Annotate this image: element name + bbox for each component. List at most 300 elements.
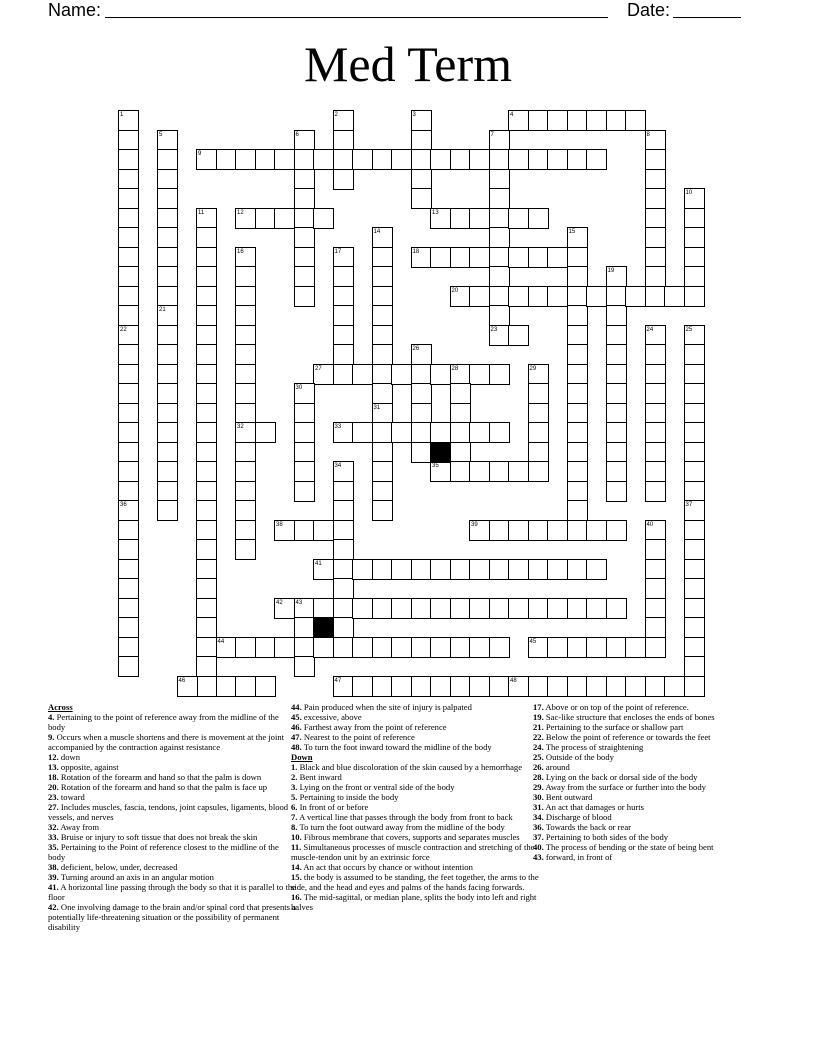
grid-cell[interactable] bbox=[372, 227, 393, 248]
grid-cell[interactable] bbox=[528, 364, 549, 385]
grid-cell[interactable] bbox=[372, 637, 393, 658]
grid-cell[interactable] bbox=[411, 637, 432, 658]
grid-cell[interactable] bbox=[489, 305, 510, 326]
grid-cell[interactable] bbox=[489, 149, 510, 170]
grid-cell[interactable] bbox=[118, 130, 139, 151]
grid-cell[interactable] bbox=[430, 364, 451, 385]
grid-cell[interactable] bbox=[196, 149, 217, 170]
grid-cell[interactable] bbox=[684, 520, 705, 541]
grid-cell[interactable] bbox=[547, 110, 568, 131]
grid-cell[interactable] bbox=[567, 481, 588, 502]
grid-cell[interactable] bbox=[567, 227, 588, 248]
grid-cell[interactable] bbox=[645, 208, 666, 229]
grid-cell[interactable] bbox=[411, 559, 432, 580]
grid-cell[interactable] bbox=[372, 286, 393, 307]
grid-cell[interactable] bbox=[489, 286, 510, 307]
grid-cell[interactable] bbox=[294, 149, 315, 170]
grid-cell[interactable] bbox=[430, 676, 451, 697]
grid-cell[interactable] bbox=[372, 325, 393, 346]
grid-cell[interactable] bbox=[313, 559, 334, 580]
grid-cell[interactable] bbox=[157, 305, 178, 326]
grid-cell[interactable] bbox=[411, 188, 432, 209]
grid-cell[interactable] bbox=[684, 676, 705, 697]
grid-cell[interactable] bbox=[118, 637, 139, 658]
grid-cell[interactable] bbox=[118, 188, 139, 209]
grid-cell[interactable] bbox=[450, 247, 471, 268]
grid-cell[interactable] bbox=[352, 676, 373, 697]
grid-cell[interactable] bbox=[196, 481, 217, 502]
grid-cell[interactable] bbox=[567, 383, 588, 404]
grid-cell[interactable] bbox=[235, 539, 256, 560]
grid-cell[interactable] bbox=[606, 520, 627, 541]
grid-cell[interactable] bbox=[352, 559, 373, 580]
grid-cell[interactable] bbox=[489, 364, 510, 385]
grid-cell[interactable] bbox=[684, 188, 705, 209]
grid-cell[interactable] bbox=[196, 578, 217, 599]
grid-cell[interactable] bbox=[606, 461, 627, 482]
grid-cell[interactable] bbox=[118, 110, 139, 131]
grid-cell[interactable] bbox=[196, 442, 217, 463]
grid-cell[interactable] bbox=[157, 227, 178, 248]
grid-cell[interactable] bbox=[313, 149, 334, 170]
grid-cell[interactable] bbox=[684, 500, 705, 521]
grid-cell[interactable] bbox=[645, 364, 666, 385]
grid-cell[interactable] bbox=[450, 403, 471, 424]
grid-cell[interactable] bbox=[157, 130, 178, 151]
grid-cell[interactable] bbox=[196, 500, 217, 521]
grid-cell[interactable] bbox=[469, 598, 490, 619]
grid-cell[interactable] bbox=[118, 656, 139, 677]
grid-cell[interactable] bbox=[157, 500, 178, 521]
grid-cell[interactable] bbox=[352, 364, 373, 385]
grid-cell[interactable] bbox=[684, 403, 705, 424]
grid-cell[interactable] bbox=[586, 110, 607, 131]
grid-cell[interactable] bbox=[684, 286, 705, 307]
grid-cell[interactable] bbox=[606, 325, 627, 346]
grid-cell[interactable] bbox=[313, 598, 334, 619]
grid-cell[interactable] bbox=[469, 149, 490, 170]
grid-cell[interactable] bbox=[430, 247, 451, 268]
grid-cell[interactable] bbox=[235, 266, 256, 287]
grid-cell[interactable] bbox=[118, 403, 139, 424]
grid-cell[interactable] bbox=[469, 286, 490, 307]
grid-cell[interactable] bbox=[411, 422, 432, 443]
grid-cell[interactable] bbox=[255, 149, 276, 170]
grid-cell[interactable] bbox=[196, 520, 217, 541]
grid-cell[interactable] bbox=[645, 481, 666, 502]
grid-cell[interactable] bbox=[372, 364, 393, 385]
grid-cell[interactable] bbox=[547, 520, 568, 541]
grid-cell[interactable] bbox=[333, 461, 354, 482]
grid-cell[interactable] bbox=[489, 169, 510, 190]
grid-cell[interactable] bbox=[625, 637, 646, 658]
grid-cell[interactable] bbox=[645, 325, 666, 346]
grid-cell[interactable] bbox=[274, 520, 295, 541]
grid-cell[interactable] bbox=[508, 461, 529, 482]
grid-cell[interactable] bbox=[294, 208, 315, 229]
grid-cell[interactable] bbox=[391, 559, 412, 580]
grid-cell[interactable] bbox=[177, 676, 198, 697]
grid-cell[interactable] bbox=[235, 364, 256, 385]
grid-cell[interactable] bbox=[489, 559, 510, 580]
grid-cell[interactable] bbox=[489, 637, 510, 658]
grid-cell[interactable] bbox=[235, 442, 256, 463]
grid-cell[interactable] bbox=[196, 676, 217, 697]
grid-cell[interactable] bbox=[118, 598, 139, 619]
grid-cell[interactable] bbox=[333, 598, 354, 619]
grid-cell[interactable] bbox=[586, 559, 607, 580]
grid-cell[interactable] bbox=[508, 149, 529, 170]
grid-cell[interactable] bbox=[411, 169, 432, 190]
grid-cell[interactable] bbox=[567, 598, 588, 619]
grid-cell[interactable] bbox=[606, 481, 627, 502]
grid-cell[interactable] bbox=[645, 559, 666, 580]
grid-cell[interactable] bbox=[235, 403, 256, 424]
grid-cell[interactable] bbox=[547, 286, 568, 307]
grid-cell[interactable] bbox=[372, 149, 393, 170]
grid-cell[interactable] bbox=[625, 286, 646, 307]
grid-cell[interactable] bbox=[645, 188, 666, 209]
grid-cell[interactable] bbox=[606, 364, 627, 385]
grid-cell[interactable] bbox=[684, 422, 705, 443]
grid-cell[interactable] bbox=[333, 344, 354, 365]
grid-cell[interactable] bbox=[333, 247, 354, 268]
grid-cell[interactable] bbox=[294, 520, 315, 541]
grid-cell[interactable] bbox=[294, 169, 315, 190]
grid-cell[interactable] bbox=[528, 637, 549, 658]
grid-cell[interactable] bbox=[645, 130, 666, 151]
grid-cell[interactable] bbox=[567, 676, 588, 697]
grid-cell[interactable] bbox=[567, 247, 588, 268]
grid-cell[interactable] bbox=[547, 149, 568, 170]
grid-cell[interactable] bbox=[645, 442, 666, 463]
grid-cell[interactable] bbox=[255, 637, 276, 658]
grid-cell[interactable] bbox=[196, 403, 217, 424]
grid-cell[interactable] bbox=[333, 325, 354, 346]
grid-cell[interactable] bbox=[235, 208, 256, 229]
grid-cell[interactable] bbox=[313, 208, 334, 229]
grid-cell[interactable] bbox=[684, 383, 705, 404]
grid-cell[interactable] bbox=[157, 403, 178, 424]
grid-cell[interactable] bbox=[391, 364, 412, 385]
grid-cell[interactable] bbox=[411, 442, 432, 463]
grid-cell[interactable] bbox=[118, 578, 139, 599]
grid-cell[interactable] bbox=[684, 481, 705, 502]
grid-cell[interactable] bbox=[216, 149, 237, 170]
grid-cell[interactable] bbox=[118, 227, 139, 248]
grid-cell[interactable] bbox=[294, 227, 315, 248]
grid-cell[interactable] bbox=[196, 227, 217, 248]
grid-cell[interactable] bbox=[450, 364, 471, 385]
grid-cell[interactable] bbox=[411, 598, 432, 619]
grid-cell[interactable] bbox=[606, 422, 627, 443]
grid-cell[interactable] bbox=[606, 266, 627, 287]
grid-cell[interactable] bbox=[430, 637, 451, 658]
grid-cell[interactable] bbox=[567, 637, 588, 658]
grid-cell[interactable] bbox=[684, 364, 705, 385]
grid-cell[interactable] bbox=[547, 247, 568, 268]
grid-cell[interactable] bbox=[567, 461, 588, 482]
grid-cell[interactable] bbox=[567, 286, 588, 307]
grid-cell[interactable] bbox=[528, 422, 549, 443]
grid-cell[interactable] bbox=[645, 637, 666, 658]
grid-cell[interactable] bbox=[528, 461, 549, 482]
grid-cell[interactable] bbox=[118, 559, 139, 580]
grid-cell[interactable] bbox=[157, 325, 178, 346]
grid-cell[interactable] bbox=[586, 286, 607, 307]
grid-cell[interactable] bbox=[118, 500, 139, 521]
grid-cell[interactable] bbox=[411, 247, 432, 268]
grid-cell[interactable] bbox=[216, 637, 237, 658]
grid-cell[interactable] bbox=[645, 169, 666, 190]
grid-cell[interactable] bbox=[196, 598, 217, 619]
grid-cell[interactable] bbox=[489, 676, 510, 697]
grid-cell[interactable] bbox=[489, 208, 510, 229]
grid-cell[interactable] bbox=[528, 208, 549, 229]
grid-cell[interactable] bbox=[450, 422, 471, 443]
grid-cell[interactable] bbox=[645, 617, 666, 638]
grid-cell[interactable] bbox=[430, 149, 451, 170]
grid-cell[interactable] bbox=[333, 539, 354, 560]
grid-cell[interactable] bbox=[333, 617, 354, 638]
grid-cell[interactable] bbox=[391, 637, 412, 658]
grid-cell[interactable] bbox=[586, 598, 607, 619]
grid-cell[interactable] bbox=[684, 325, 705, 346]
grid-cell[interactable] bbox=[333, 500, 354, 521]
grid-cell[interactable] bbox=[684, 598, 705, 619]
grid-cell[interactable] bbox=[235, 637, 256, 658]
grid-cell[interactable] bbox=[567, 266, 588, 287]
grid-cell[interactable] bbox=[372, 598, 393, 619]
grid-cell[interactable] bbox=[372, 559, 393, 580]
grid-cell[interactable] bbox=[645, 578, 666, 599]
grid-cell[interactable] bbox=[333, 637, 354, 658]
grid-cell[interactable] bbox=[118, 539, 139, 560]
grid-cell[interactable] bbox=[118, 383, 139, 404]
grid-cell[interactable] bbox=[684, 656, 705, 677]
grid-cell[interactable] bbox=[333, 364, 354, 385]
grid-cell[interactable] bbox=[157, 422, 178, 443]
grid-cell[interactable] bbox=[586, 676, 607, 697]
grid-cell[interactable] bbox=[508, 598, 529, 619]
grid-cell[interactable] bbox=[352, 422, 373, 443]
grid-cell[interactable] bbox=[235, 325, 256, 346]
grid-cell[interactable] bbox=[372, 422, 393, 443]
grid-cell[interactable] bbox=[333, 578, 354, 599]
grid-cell[interactable] bbox=[528, 403, 549, 424]
grid-cell[interactable] bbox=[567, 110, 588, 131]
grid-cell[interactable] bbox=[664, 286, 685, 307]
grid-cell[interactable] bbox=[196, 539, 217, 560]
grid-cell[interactable] bbox=[294, 481, 315, 502]
grid-cell[interactable] bbox=[645, 461, 666, 482]
grid-cell[interactable] bbox=[469, 520, 490, 541]
grid-cell[interactable] bbox=[645, 344, 666, 365]
grid-cell[interactable] bbox=[118, 305, 139, 326]
grid-cell[interactable] bbox=[528, 676, 549, 697]
grid-cell[interactable] bbox=[645, 676, 666, 697]
grid-cell[interactable] bbox=[391, 598, 412, 619]
grid-cell[interactable] bbox=[684, 227, 705, 248]
grid-cell[interactable] bbox=[274, 637, 295, 658]
grid-cell[interactable] bbox=[118, 325, 139, 346]
grid-cell[interactable] bbox=[294, 188, 315, 209]
grid-cell[interactable] bbox=[333, 266, 354, 287]
grid-cell[interactable] bbox=[508, 676, 529, 697]
grid-cell[interactable] bbox=[118, 364, 139, 385]
grid-cell[interactable] bbox=[645, 403, 666, 424]
grid-cell[interactable] bbox=[294, 383, 315, 404]
grid-cell[interactable] bbox=[411, 403, 432, 424]
grid-cell[interactable] bbox=[333, 130, 354, 151]
grid-cell[interactable] bbox=[411, 364, 432, 385]
grid-cell[interactable] bbox=[352, 598, 373, 619]
grid-cell[interactable] bbox=[118, 617, 139, 638]
grid-cell[interactable] bbox=[528, 442, 549, 463]
grid-cell[interactable] bbox=[489, 461, 510, 482]
grid-cell[interactable] bbox=[586, 149, 607, 170]
grid-cell[interactable] bbox=[333, 305, 354, 326]
grid-cell[interactable] bbox=[450, 598, 471, 619]
grid-cell[interactable] bbox=[333, 520, 354, 541]
grid-cell[interactable] bbox=[508, 520, 529, 541]
grid-cell[interactable] bbox=[645, 227, 666, 248]
grid-cell[interactable] bbox=[157, 266, 178, 287]
grid-cell[interactable] bbox=[528, 520, 549, 541]
grid-cell[interactable] bbox=[645, 247, 666, 268]
grid-cell[interactable] bbox=[118, 286, 139, 307]
grid-cell[interactable] bbox=[411, 383, 432, 404]
grid-cell[interactable] bbox=[489, 325, 510, 346]
grid-cell[interactable] bbox=[411, 130, 432, 151]
grid-cell[interactable] bbox=[684, 247, 705, 268]
grid-cell[interactable] bbox=[157, 481, 178, 502]
grid-cell[interactable] bbox=[196, 266, 217, 287]
grid-cell[interactable] bbox=[450, 461, 471, 482]
grid-cell[interactable] bbox=[625, 110, 646, 131]
grid-cell[interactable] bbox=[352, 637, 373, 658]
grid-cell[interactable] bbox=[372, 305, 393, 326]
grid-cell[interactable] bbox=[430, 598, 451, 619]
grid-cell[interactable] bbox=[684, 578, 705, 599]
grid-cell[interactable] bbox=[118, 461, 139, 482]
grid-cell[interactable] bbox=[235, 383, 256, 404]
grid-cell[interactable] bbox=[157, 442, 178, 463]
grid-cell[interactable] bbox=[372, 383, 393, 404]
grid-cell[interactable] bbox=[118, 208, 139, 229]
grid-cell[interactable] bbox=[294, 266, 315, 287]
grid-cell[interactable] bbox=[157, 149, 178, 170]
grid-cell[interactable] bbox=[684, 461, 705, 482]
grid-cell[interactable] bbox=[157, 461, 178, 482]
grid-cell[interactable] bbox=[196, 617, 217, 638]
grid-cell[interactable] bbox=[372, 344, 393, 365]
grid-cell[interactable] bbox=[450, 559, 471, 580]
grid-cell[interactable] bbox=[313, 637, 334, 658]
grid-cell[interactable] bbox=[391, 149, 412, 170]
grid-cell[interactable] bbox=[157, 344, 178, 365]
grid-cell[interactable] bbox=[567, 305, 588, 326]
grid-cell[interactable] bbox=[118, 520, 139, 541]
grid-cell[interactable] bbox=[196, 325, 217, 346]
grid-cell[interactable] bbox=[450, 442, 471, 463]
grid-cell[interactable] bbox=[489, 188, 510, 209]
grid-cell[interactable] bbox=[469, 637, 490, 658]
grid-cell[interactable] bbox=[118, 169, 139, 190]
grid-cell[interactable] bbox=[372, 403, 393, 424]
grid-cell[interactable] bbox=[489, 598, 510, 619]
grid-cell[interactable] bbox=[567, 442, 588, 463]
grid-cell[interactable] bbox=[411, 110, 432, 131]
grid-cell[interactable] bbox=[333, 169, 354, 190]
grid-cell[interactable] bbox=[313, 520, 334, 541]
grid-cell[interactable] bbox=[684, 208, 705, 229]
grid-cell[interactable] bbox=[235, 676, 256, 697]
grid-cell[interactable] bbox=[645, 422, 666, 443]
grid-cell[interactable] bbox=[684, 266, 705, 287]
grid-cell[interactable] bbox=[489, 422, 510, 443]
grid-cell[interactable] bbox=[664, 676, 685, 697]
grid-cell[interactable] bbox=[469, 208, 490, 229]
grid-cell[interactable] bbox=[333, 481, 354, 502]
grid-cell[interactable] bbox=[118, 422, 139, 443]
grid-cell[interactable] bbox=[157, 364, 178, 385]
grid-cell[interactable] bbox=[196, 461, 217, 482]
grid-cell[interactable] bbox=[528, 247, 549, 268]
grid-cell[interactable] bbox=[157, 169, 178, 190]
grid-cell[interactable] bbox=[372, 500, 393, 521]
grid-cell[interactable] bbox=[528, 149, 549, 170]
grid-cell[interactable] bbox=[294, 403, 315, 424]
grid-cell[interactable] bbox=[118, 442, 139, 463]
grid-cell[interactable] bbox=[606, 383, 627, 404]
grid-cell[interactable] bbox=[411, 149, 432, 170]
grid-cell[interactable] bbox=[528, 598, 549, 619]
grid-cell[interactable] bbox=[157, 208, 178, 229]
grid-cell[interactable] bbox=[450, 286, 471, 307]
grid-cell[interactable] bbox=[294, 637, 315, 658]
grid-cell[interactable] bbox=[411, 344, 432, 365]
grid-cell[interactable] bbox=[450, 676, 471, 697]
grid-cell[interactable] bbox=[235, 422, 256, 443]
grid-cell[interactable] bbox=[411, 676, 432, 697]
grid-cell[interactable] bbox=[294, 422, 315, 443]
grid-cell[interactable] bbox=[645, 149, 666, 170]
grid-cell[interactable] bbox=[450, 149, 471, 170]
grid-cell[interactable] bbox=[606, 442, 627, 463]
grid-cell[interactable] bbox=[196, 286, 217, 307]
grid-cell[interactable] bbox=[489, 520, 510, 541]
grid-cell[interactable] bbox=[235, 149, 256, 170]
grid-cell[interactable] bbox=[294, 442, 315, 463]
grid-cell[interactable] bbox=[469, 461, 490, 482]
grid-cell[interactable] bbox=[235, 305, 256, 326]
grid-cell[interactable] bbox=[235, 520, 256, 541]
grid-cell[interactable] bbox=[430, 208, 451, 229]
grid-cell[interactable] bbox=[684, 559, 705, 580]
grid-cell[interactable] bbox=[450, 208, 471, 229]
grid-cell[interactable] bbox=[606, 403, 627, 424]
grid-cell[interactable] bbox=[606, 637, 627, 658]
grid-cell[interactable] bbox=[645, 286, 666, 307]
grid-cell[interactable] bbox=[450, 637, 471, 658]
grid-cell[interactable] bbox=[606, 344, 627, 365]
grid-cell[interactable] bbox=[157, 188, 178, 209]
grid-cell[interactable] bbox=[235, 481, 256, 502]
grid-cell[interactable] bbox=[118, 481, 139, 502]
grid-cell[interactable] bbox=[294, 598, 315, 619]
grid-cell[interactable] bbox=[333, 286, 354, 307]
